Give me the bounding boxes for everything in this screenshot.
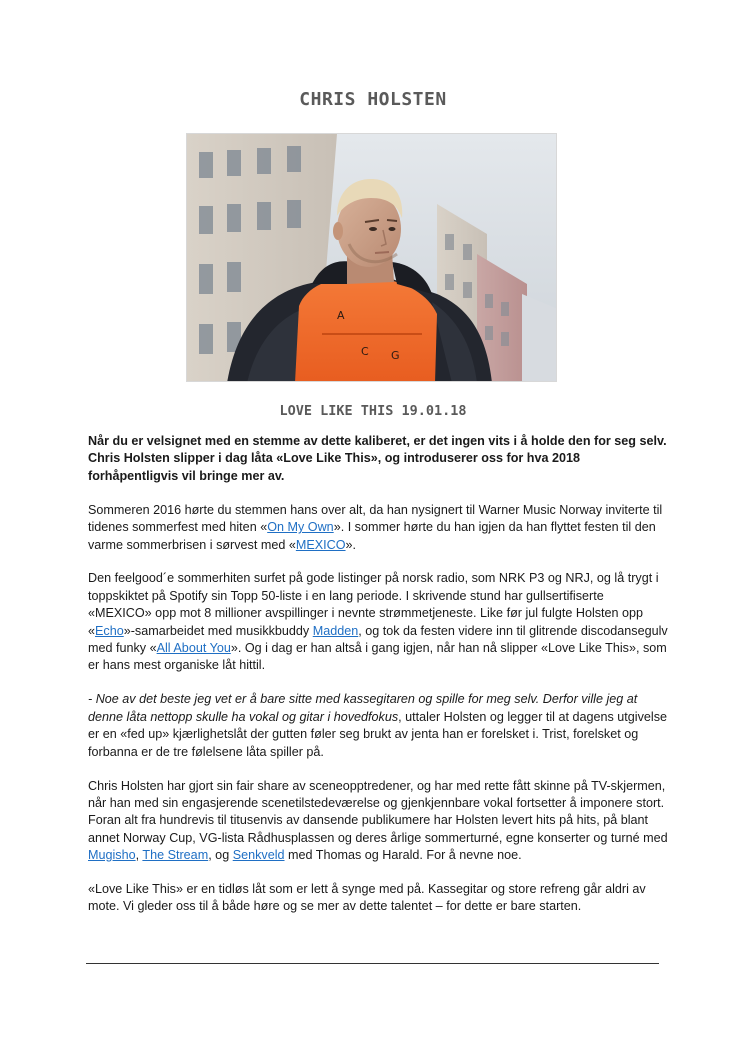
link-the-stream[interactable]: The Stream [142, 848, 209, 863]
text: , [135, 848, 143, 863]
jacket-letter: A [337, 309, 345, 322]
link-on-my-own[interactable]: On My Own [267, 520, 334, 535]
text: Chris Holsten har gjort sin fair share av sceneopptredener, og har med rette fått skinne på TV-skjermen, når han med sin engasjerende scenetilstedeværelse og gjenkjennbare vokal fortsetter å imponere stort. Foran alt fra hundrevis til titusenvis av dansende publikumere har Holsten levert hits på hits, på blant annet Norway Cup, VG-lista Rådhusplassen og deres årlige sommerturné, egne konserter og turné med [88, 778, 668, 845]
footer-divider [86, 963, 659, 964]
text: ». [345, 537, 357, 552]
link-echo[interactable]: Echo [95, 623, 124, 638]
paragraph-3 [88, 691, 668, 761]
quote: - Noe av det beste jeg vet er å bare sitte med kassegitaren og spille for meg selv. Derfor ville jeg at denne låta nettopp skulle ha vokal og gitar i hovedfokus [88, 692, 638, 724]
paragraph-4 [88, 778, 668, 865]
artist-photo [186, 133, 557, 382]
text: Den feelgood´e sommerhiten surfet på gode listinger på norsk radio, som NRK P3 og NRJ, og lå trygt i toppskiktet på Spotify sin Topp 50-liste i en lang periode. I skrivende stund har gullsertifiserte «MEXICO» opp mot 8 millioner avspillinger i nevnte strømmetjeneste. Like før jul fulgte Holsten opp « [88, 571, 659, 638]
text: Sommeren 2016 hørte du stemmen hans over alt, da han nysignert til Warner Music Norway inviterte til tidenes sommerfest med hiten « [88, 502, 663, 535]
text: »-samarbeidet med musikkbuddy [123, 623, 313, 638]
text: , og tok da festen videre inn til glitrende discodansegulv med funky « [88, 623, 668, 656]
text: , uttaler Holsten og legger til at dagens utgivelse er en «fed up» kjærlighetslåt der gutten føler seg brukt av jenta han er forelsket i. Trist, forelsket og forbanna er de tre følelsene låta spiller på. [88, 709, 668, 759]
lead-paragraph: Når du er velsignet med en stemme av dette kaliberet, er det ingen vits i å holde den for seg selv. Chris Holsten slipper i dag låta «Love Like This», og introduserer oss for hva 2018 forhåpentligvis vil bringe mer av. [88, 434, 667, 483]
paragraph-5: «Love Like This» er en tidløs låt som er lett å synge med på. Kassegitar og store refreng går aldri av mote. Vi gleder oss til å både høre og se mer av dette talentet – for dette er bare starten. [88, 882, 646, 914]
link-madden[interactable]: Madden [312, 623, 359, 638]
article-body [88, 433, 668, 932]
link-mexico[interactable]: MEXICO [295, 537, 346, 552]
link-all-about-you[interactable]: All About You [156, 641, 231, 656]
jacket-letter: G [391, 349, 400, 362]
release-subtitle: LOVE LIKE THIS 19.01.18 [279, 403, 467, 419]
jacket-letter: C [361, 345, 369, 358]
text: , og [208, 848, 233, 863]
link-senkveld[interactable]: Senkveld [232, 848, 285, 863]
paragraph-1 [88, 502, 668, 554]
text: med Thomas og Harald. For å nevne noe. [284, 848, 522, 863]
text: ». I sommer hørte du han igjen da han flyttet festen til den varme sommerbrisen i sørvest med « [88, 520, 656, 552]
text: ». Og i dag er han altså i gang igjen, når han nå slipper «Love Like This», som er hans mest organiske låt hittil. [88, 641, 667, 673]
link-mugisho[interactable]: Mugisho [88, 848, 136, 863]
paragraph-2 [88, 570, 668, 674]
page-title: CHRIS HOLSTEN [299, 89, 447, 110]
